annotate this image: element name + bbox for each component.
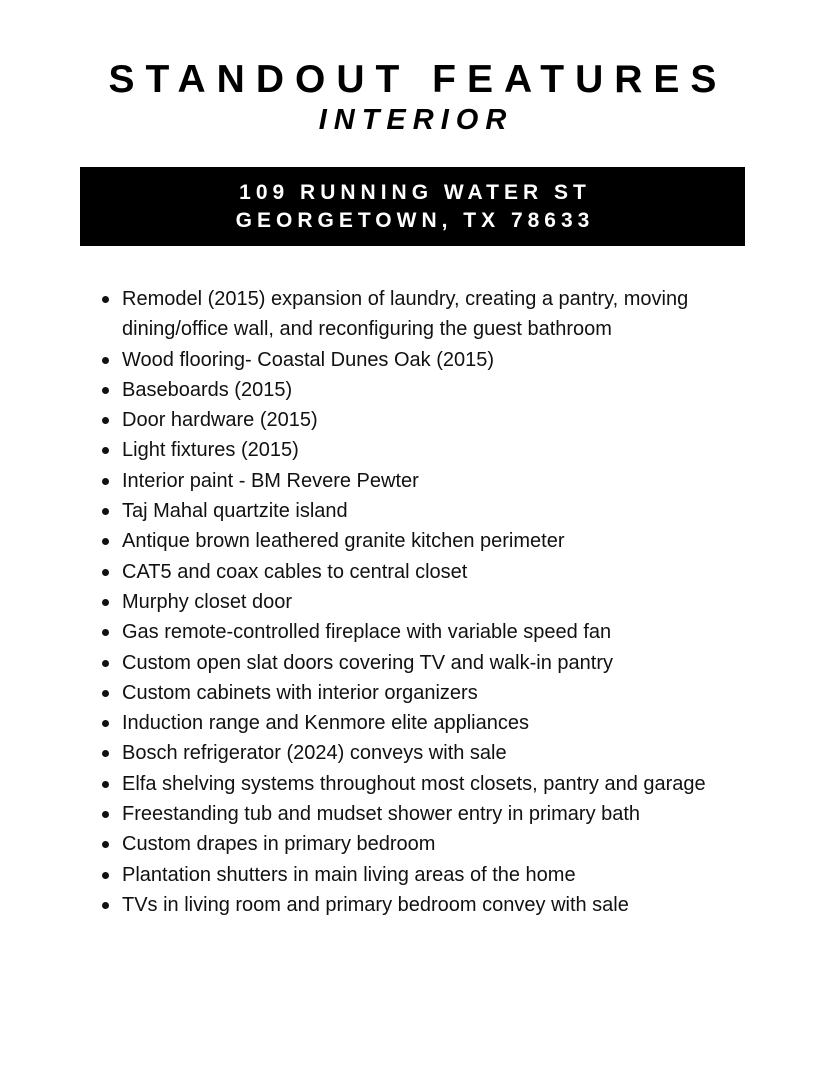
feature-text: Remodel (2015) expansion of laundry, creating a pantry, moving dining/office wall, and reconfiguring the guest bathroom (122, 288, 689, 341)
feature-text: Wood flooring- Coastal Dunes Oak (2015) (122, 348, 495, 371)
bullet-icon (102, 569, 109, 576)
bullet-icon (102, 660, 109, 667)
feature-text: Murphy closet door (122, 590, 293, 613)
feature-text: TVs in living room and primary bedroom convey with sale (122, 893, 629, 916)
page-subtitle: INTERIOR (318, 104, 514, 136)
feature-text: Door hardware (2015) (122, 409, 318, 432)
feature-item (98, 648, 718, 678)
feature-text: Bosch refrigerator (2024) conveys with sale (122, 742, 507, 765)
address-street: 109 RUNNING WATER ST (239, 181, 591, 204)
feature-text: Custom open slat doors covering TV and walk-in pantry (122, 651, 613, 674)
feature-item (98, 526, 718, 556)
bullet-icon (102, 478, 109, 485)
bullet-icon (102, 296, 109, 303)
feature-item (98, 799, 718, 829)
bullet-icon (102, 841, 109, 848)
bullet-icon (102, 447, 109, 454)
feature-text: Custom drapes in primary bedroom (122, 833, 436, 856)
feature-text: Gas remote-controlled fireplace with variable speed fan (122, 621, 612, 644)
feature-text: CAT5 and coax cables to central closet (122, 560, 468, 583)
address-banner (80, 167, 745, 246)
feature-item (98, 678, 718, 708)
feature-text: Induction range and Kenmore elite appliances (122, 712, 529, 735)
features-list (98, 284, 718, 920)
feature-item (98, 375, 718, 405)
feature-item (98, 829, 718, 859)
feature-item (98, 738, 718, 768)
feature-item (98, 284, 718, 345)
feature-item (98, 587, 718, 617)
feature-text: Freestanding tub and mudset shower entry in primary bath (122, 803, 641, 826)
feature-text: Light fixtures (2015) (122, 439, 299, 462)
feature-text: Interior paint - BM Revere Pewter (122, 469, 419, 492)
feature-text: Baseboards (2015) (122, 378, 293, 401)
feature-item (98, 769, 718, 799)
feature-item (98, 860, 718, 890)
bullet-icon (102, 599, 109, 606)
bullet-icon (102, 720, 109, 727)
bullet-icon (102, 781, 109, 788)
feature-text: Elfa shelving systems throughout most closets, pantry and garage (122, 772, 706, 795)
address-city-state-zip: GEORGETOWN, TX 78633 (235, 209, 595, 232)
bullet-icon (102, 387, 109, 394)
bullet-icon (102, 508, 109, 515)
bullet-icon (102, 750, 109, 757)
feature-text: Antique brown leathered granite kitchen perimeter (122, 530, 565, 553)
feature-text: Taj Mahal quartzite island (122, 500, 348, 523)
feature-item (98, 345, 718, 375)
bullet-icon (102, 811, 109, 818)
feature-item (98, 466, 718, 496)
feature-text: Plantation shutters in main living areas of the home (122, 863, 576, 886)
page-title: STANDOUT FEATURES (108, 58, 728, 101)
bullet-icon (102, 629, 109, 636)
feature-item (98, 708, 718, 738)
feature-item (98, 617, 718, 647)
feature-text: Custom cabinets with interior organizers (122, 681, 478, 704)
bullet-icon (102, 357, 109, 364)
feature-item (98, 405, 718, 435)
feature-item (98, 557, 718, 587)
bullet-icon (102, 417, 109, 424)
feature-item (98, 435, 718, 465)
feature-item (98, 890, 718, 920)
bullet-icon (102, 902, 109, 909)
bullet-icon (102, 538, 109, 545)
bullet-icon (102, 690, 109, 697)
feature-item (98, 496, 718, 526)
bullet-icon (102, 872, 109, 879)
